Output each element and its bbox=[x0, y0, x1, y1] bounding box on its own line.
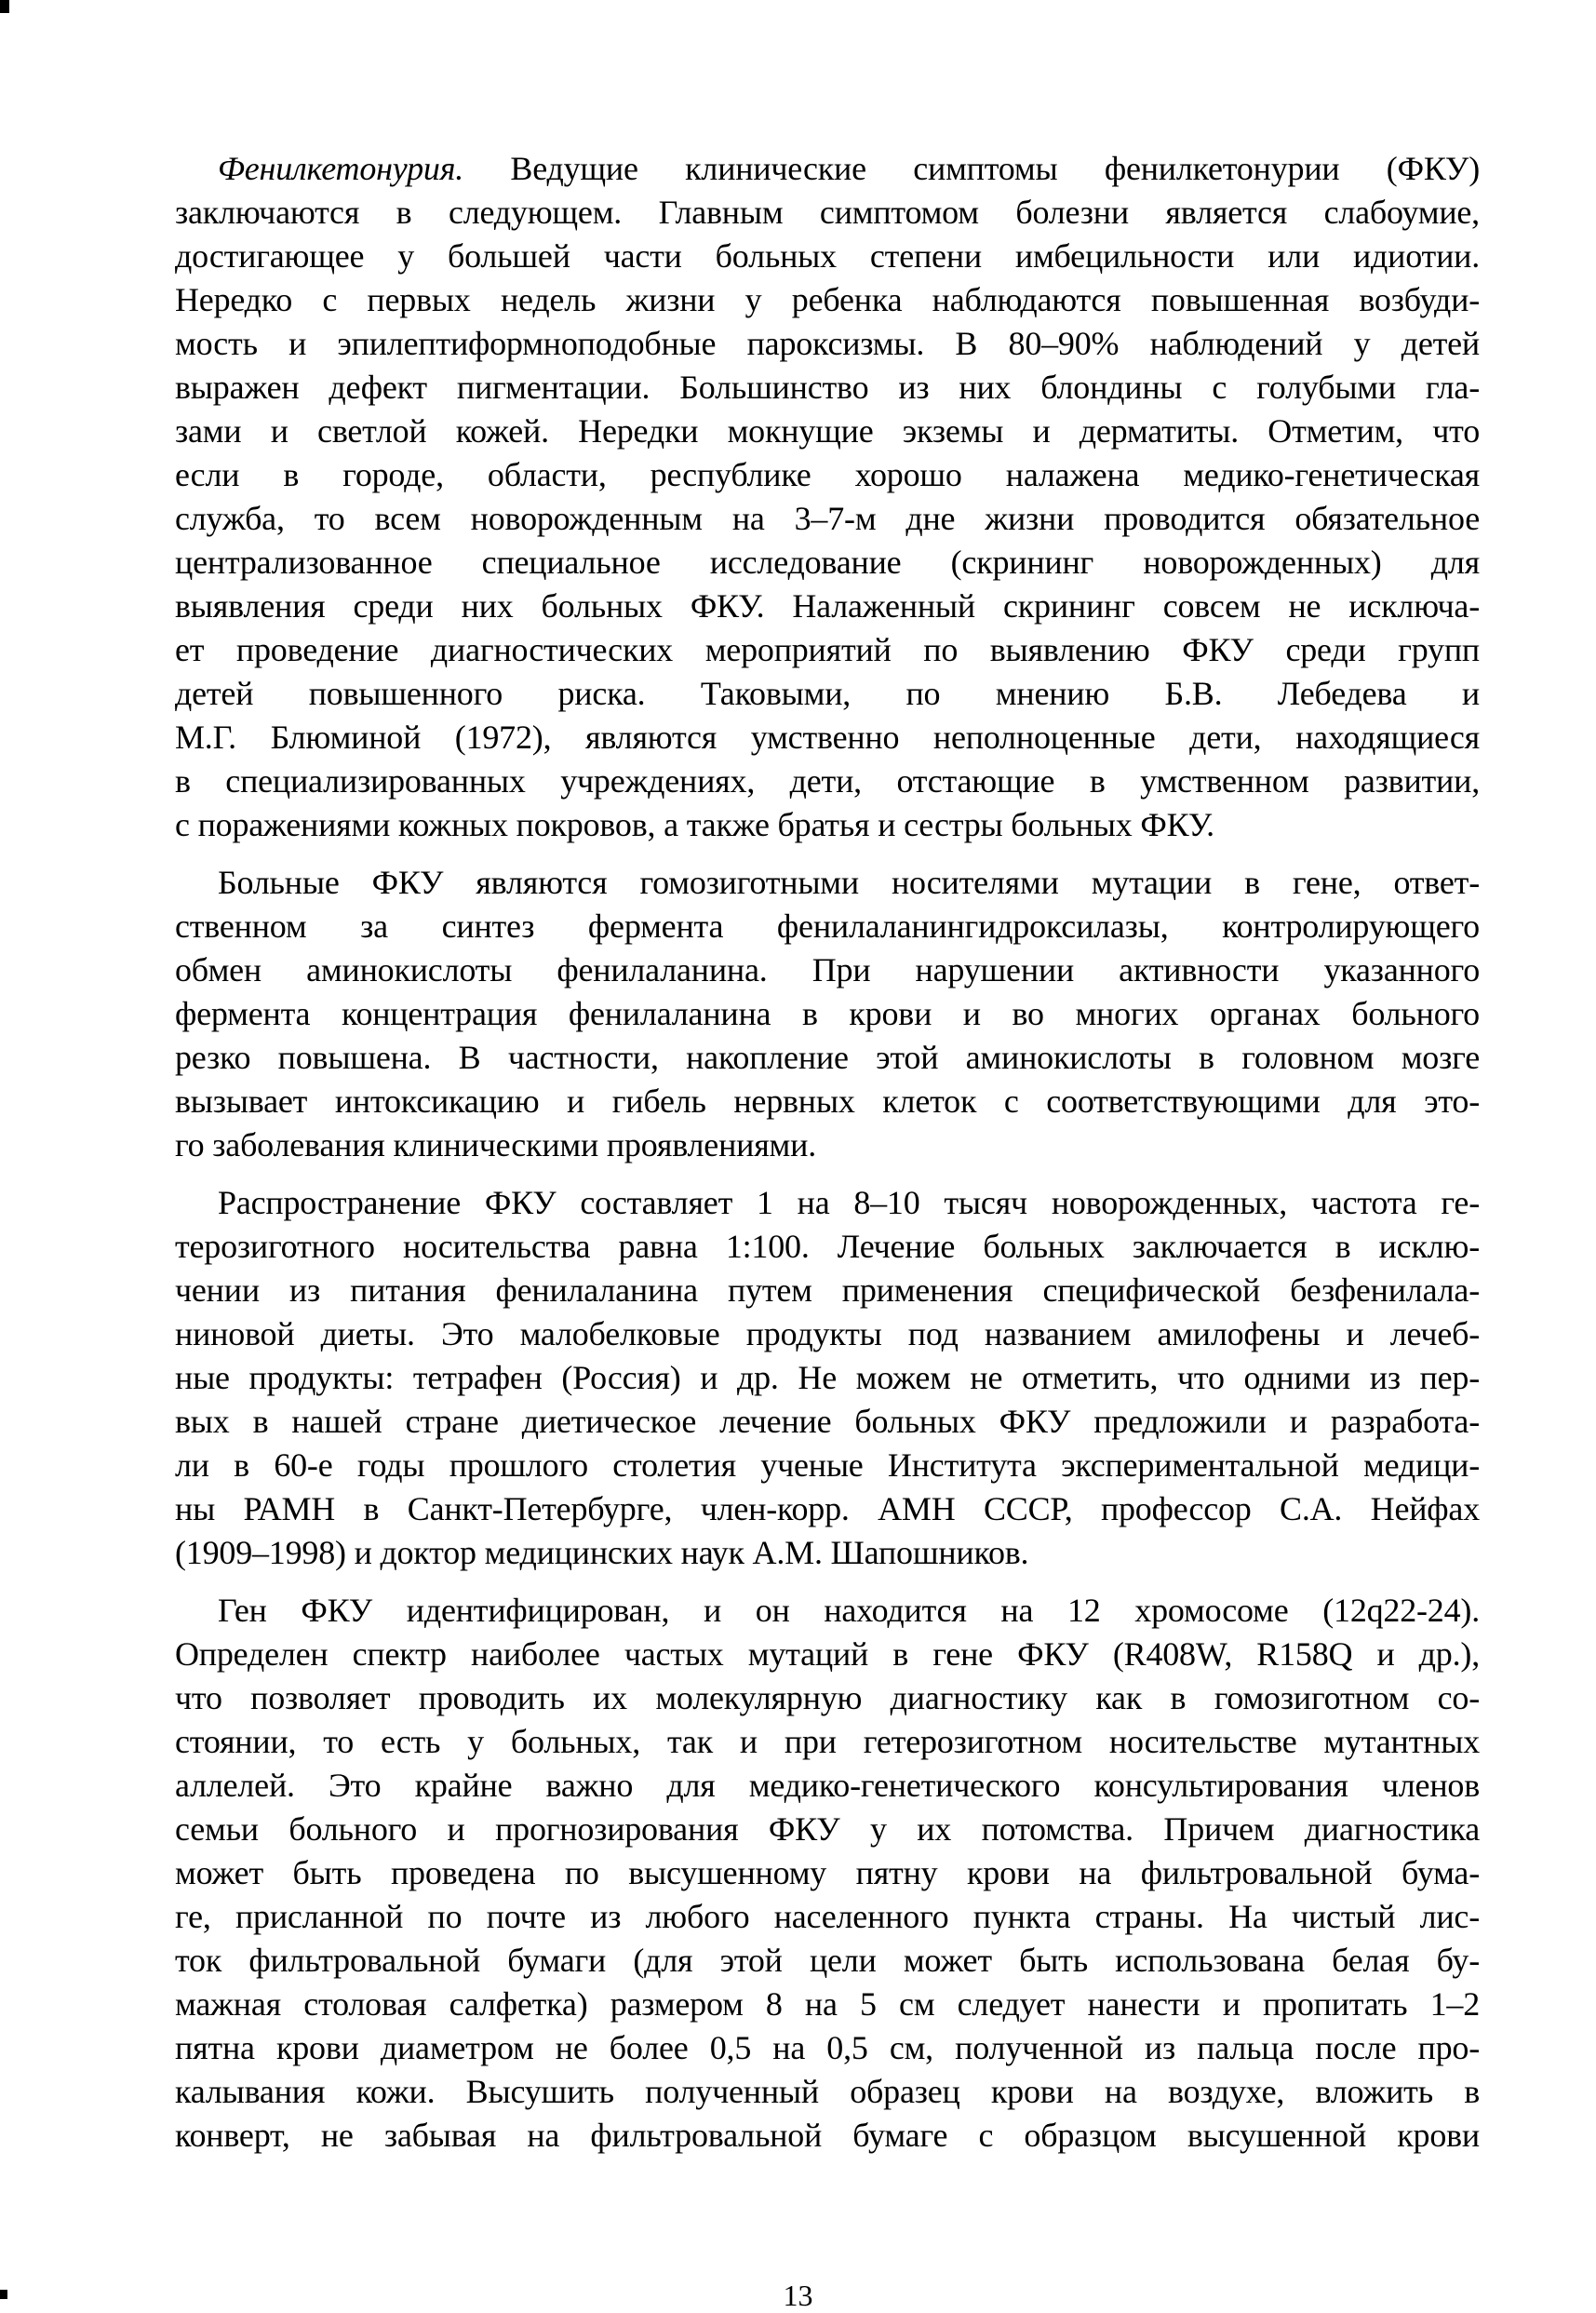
text-line: вызывает интоксикацию и гибель нервных клеток с соответствующими для это- bbox=[175, 1083, 1480, 1120]
text-line: Распространение ФКУ составляет 1 на 8–10 тысяч новорожденных, частота ге- bbox=[218, 1184, 1480, 1221]
text-line: Определен спектр наиболее частых мутаций в гене ФКУ (R408W, R158Q и др.), bbox=[175, 1635, 1480, 1673]
paragraph bbox=[175, 147, 1480, 847]
text-line: если в городе, области, республике хорошо налажена медико-генетическая bbox=[175, 456, 1480, 493]
text-line: Нередко с первых недель жизни у ребенка наблюдаются повышенная возбуди- bbox=[175, 281, 1480, 318]
text-line: семьи больного и прогнозирования ФКУ у их потомства. Причем диагностика bbox=[175, 1810, 1480, 1848]
text-line: что позволяет проводить их молекулярную диагностику как в гомозиготном со- bbox=[175, 1679, 1480, 1716]
body-text bbox=[175, 147, 1480, 2158]
text-line: калывания кожи. Высушить полученный образец крови на воздухе, вложить в bbox=[175, 2073, 1480, 2110]
text-line: Ген ФКУ идентифицирован, и он находится на 12 хромосоме (12q22-24). bbox=[218, 1592, 1480, 1629]
scan-edge-mark bbox=[0, 0, 9, 13]
text-line: чении из питания фенилаланина путем применения специфической безфенилала- bbox=[175, 1271, 1480, 1309]
text-line: ге, присланной по почте из любого населенного пункта страны. На чистый лис- bbox=[175, 1898, 1480, 1935]
text-line: заключаются в следующем. Главным симптомом болезни является слабоумие, bbox=[175, 194, 1480, 231]
page-number: 13 bbox=[783, 2279, 813, 2312]
text-line: ли в 60-е годы прошлого столетия ученые Института экспериментальной медици- bbox=[175, 1446, 1480, 1484]
text-line: обмен аминокислоты фенилаланина. При нарушении активности указанного bbox=[175, 951, 1480, 988]
text-line: пятна крови диаметром не более 0,5 на 0,5 см, полученной из пальца после про- bbox=[175, 2029, 1480, 2066]
text-line: стоянии, то есть у больных, так и при гетерозиготном носительстве мутантных bbox=[175, 1723, 1480, 1760]
text-line: мажная столовая салфетка) размером 8 на 5 см следует нанести и пропитать 1–2 bbox=[175, 1985, 1480, 2023]
text-line: вых в нашей стране диетическое лечение больных ФКУ предложили и разработа- bbox=[175, 1403, 1480, 1440]
text-line: централизованное специальное исследование (скрининг новорожденных) для bbox=[175, 544, 1480, 581]
text-line: терозиготного носительства равна 1:100. Лечение больных заключается в исклю- bbox=[175, 1228, 1480, 1265]
paragraph bbox=[175, 1181, 1480, 1575]
text-line-content: Ведущие клинические симптомы фенилкетонурии (ФКУ) bbox=[463, 150, 1480, 187]
text-line: в специализированных учреждениях, дети, отстающие в умственном развитии, bbox=[175, 762, 1480, 800]
text-line: зами и светлой кожей. Нередки мокнущие экземы и дерматиты. Отметим, что bbox=[175, 412, 1480, 450]
text-line: аллелей. Это крайне важно для медико-генетического консультирования членов bbox=[175, 1767, 1480, 1804]
text-line: детей повышенного риска. Таковыми, по мнению Б.В. Лебедева и bbox=[175, 675, 1480, 712]
text-line: резко повышена. В частности, накопление этой аминокислоты в головном мозге bbox=[175, 1039, 1480, 1076]
text-line: ны РАМН в Санкт-Петербурге, член-корр. АМН СССР, профессор С.А. Нейфах bbox=[175, 1490, 1480, 1527]
text-line: М.Г. Блюминой (1972), являются умственно неполноценные дети, находящиеся bbox=[175, 719, 1480, 756]
text-line: Больные ФКУ являются гомозиготными носителями мутации в гене, ответ- bbox=[218, 864, 1480, 901]
text-line: (1909–1998) и доктор медицинских наук А.М. Шапошников. bbox=[175, 1534, 1029, 1571]
text-line: конверт, не забывая на фильтровальной бумаге с образцом высушенной крови bbox=[175, 2117, 1480, 2154]
text-line: мость и эпилептиформноподобные пароксизмы. В 80–90% наблюдений у детей bbox=[175, 325, 1480, 362]
lead-term: Фенилкетонурия. bbox=[218, 150, 464, 187]
paragraph bbox=[175, 861, 1480, 1167]
text-line bbox=[175, 147, 1480, 191]
text-line: может быть проведена по высушенному пятну крови на фильтровальной бума- bbox=[175, 1854, 1480, 1891]
text-line: ственном за синтез фермента фенилаланингидроксилазы, контролирующего bbox=[175, 908, 1480, 945]
text-line: выражен дефект пигментации. Большинство из них блондины с голубыми гла- bbox=[175, 369, 1480, 406]
text-line: ет проведение диагностических мероприятий по выявлению ФКУ среди групп bbox=[175, 631, 1480, 668]
text-line: ниновой диеты. Это малобелковые продукты под названием амилофены и лечеб- bbox=[175, 1315, 1480, 1352]
text-line: фермента концентрация фенилаланина в крови и во многих органах больного bbox=[175, 995, 1480, 1032]
text-line: с поражениями кожных покровов, а также братья и сестры больных ФКУ. bbox=[175, 806, 1214, 843]
text-line: служба, то всем новорожденным на 3–7-м дне жизни проводится обязательное bbox=[175, 500, 1480, 537]
text-line: выявления среди них больных ФКУ. Налаженный скрининг совсем не исключа- bbox=[175, 587, 1480, 625]
paragraph bbox=[175, 1589, 1480, 2158]
text-line: го заболевания клиническими проявлениями. bbox=[175, 1126, 817, 1163]
text-line: достигающее у большей части больных степени имбецильности или идиотии. bbox=[175, 237, 1480, 275]
text-line: ные продукты: тетрафен (Россия) и др. Не можем не отметить, что одними из пер- bbox=[175, 1359, 1480, 1396]
text-line: ток фильтровальной бумаги (для этой цели может быть использована белая бу- bbox=[175, 1942, 1480, 1979]
